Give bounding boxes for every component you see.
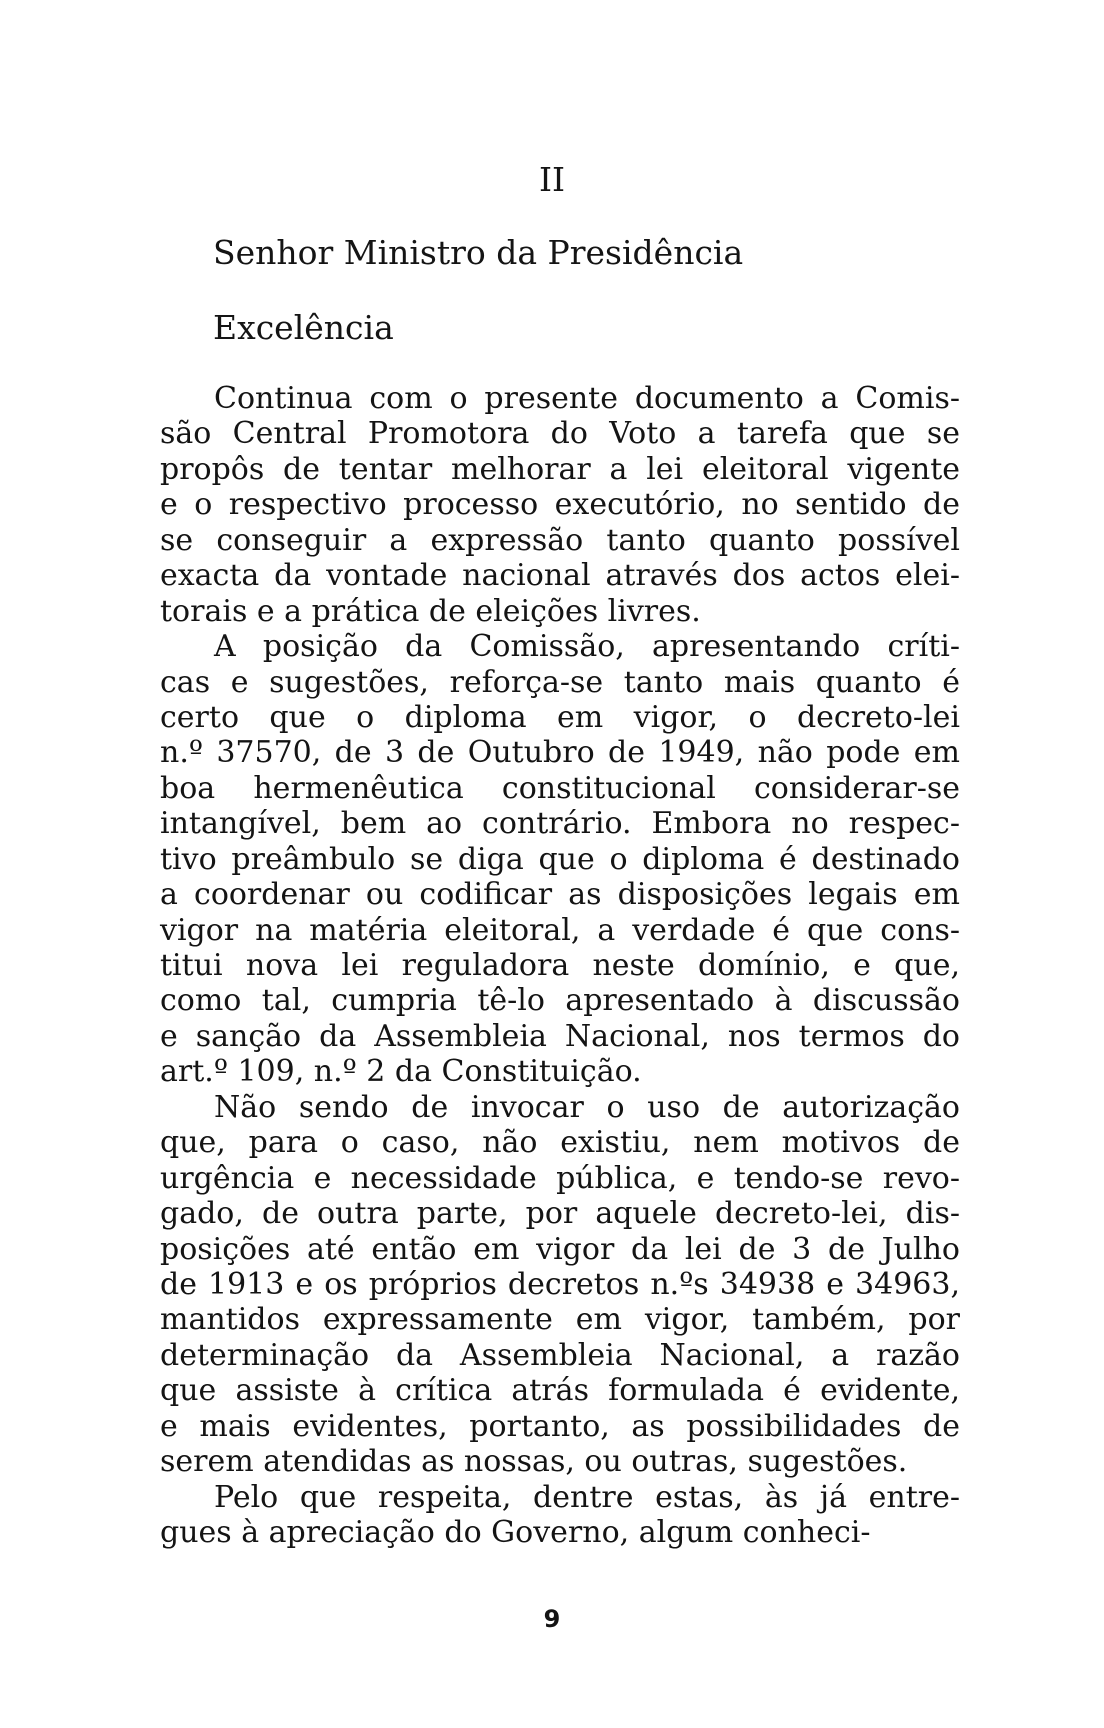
text-line: propôs de tentar melhorar a lei eleitoral vigente	[160, 451, 960, 487]
text-line: são Central Promotora do Voto a tarefa que se	[160, 416, 960, 452]
text-line: gado, de outra parte, por aquele decreto-lei, dis-	[160, 1196, 960, 1232]
text-line: Continua com o presente documento a Comis-	[214, 381, 960, 416]
text-line: tivo preâmbulo se diga que o diploma é destinado	[160, 841, 960, 877]
text-line: serem atendidas as nossas, ou outras, sugestões.	[160, 1444, 908, 1480]
text-line: e sanção da Assembleia Nacional, nos termos do	[160, 1018, 960, 1054]
paragraph	[160, 1480, 960, 1551]
text-line: a coordenar ou codificar as disposições legais em	[160, 877, 960, 913]
text-line: art.º 109, n.º 2 da Constituição.	[160, 1054, 642, 1090]
salutation-addressee: Senhor Ministro da Presidência	[213, 233, 744, 272]
text-line: posições até então em vigor da lei de 3 de Julho	[160, 1231, 960, 1267]
text-line: Não sendo de invocar o uso de autorização	[214, 1089, 960, 1125]
text-line: exacta da vontade nacional através dos actos elei-	[160, 558, 960, 594]
text-line: titui nova lei reguladora neste domínio, e que,	[160, 948, 960, 983]
text-line: de 1913 e os próprios decretos n.ºs 34938 e 34963,	[160, 1266, 960, 1302]
text-line: torais e a prática de eleições livres.	[160, 593, 701, 629]
text-line: e mais evidentes, portanto, as possibilidades de	[160, 1408, 960, 1444]
text-line: se conseguir a expressão tanto quanto possível	[160, 522, 960, 558]
text-line: e o respectivo processo executório, no sentido de	[160, 487, 960, 523]
text-line: mantidos expressamente em vigor, também, por	[160, 1302, 960, 1338]
text-line: como tal, cumpria tê-lo apresentado à discussão	[160, 983, 960, 1019]
text-line: A posição da Comissão, apresentando críti-	[214, 629, 960, 665]
text-line: n.º 37570, de 3 de Outubro de 1949, não pode em	[160, 735, 960, 771]
body-text	[160, 381, 960, 1550]
paragraph	[160, 381, 960, 629]
text-line: que assiste à crítica atrás formulada é evidente,	[160, 1373, 960, 1409]
page-number: 9	[543, 1605, 561, 1633]
text-line: cas e sugestões, reforça-se tanto mais quanto é	[160, 664, 960, 700]
text-line: intangível, bem ao contrário. Embora no respec-	[160, 806, 960, 842]
text-line: gues à apreciação do Governo, algum conheci-	[160, 1515, 871, 1550]
paragraph	[160, 1090, 960, 1480]
text-line: vigor na matéria eleitoral, a verdade é que cons-	[160, 912, 960, 948]
paragraph	[160, 629, 960, 1090]
text-line: urgência e necessidade pública, e tendo-se revo-	[160, 1160, 960, 1196]
text-line: determinação da Assembleia Nacional, a razão	[160, 1337, 960, 1373]
salutation-honorific: Excelência	[213, 308, 394, 347]
text-line: certo que o diploma em vigor, o decreto-lei	[160, 699, 960, 735]
chapter-numeral: II	[538, 160, 566, 199]
text-line: boa hermenêutica constitucional considerar-se	[160, 770, 960, 806]
text-line: que, para o caso, não existiu, nem motivos de	[160, 1125, 960, 1161]
text-line: Pelo que respeita, dentre estas, às já entre-	[214, 1479, 960, 1515]
